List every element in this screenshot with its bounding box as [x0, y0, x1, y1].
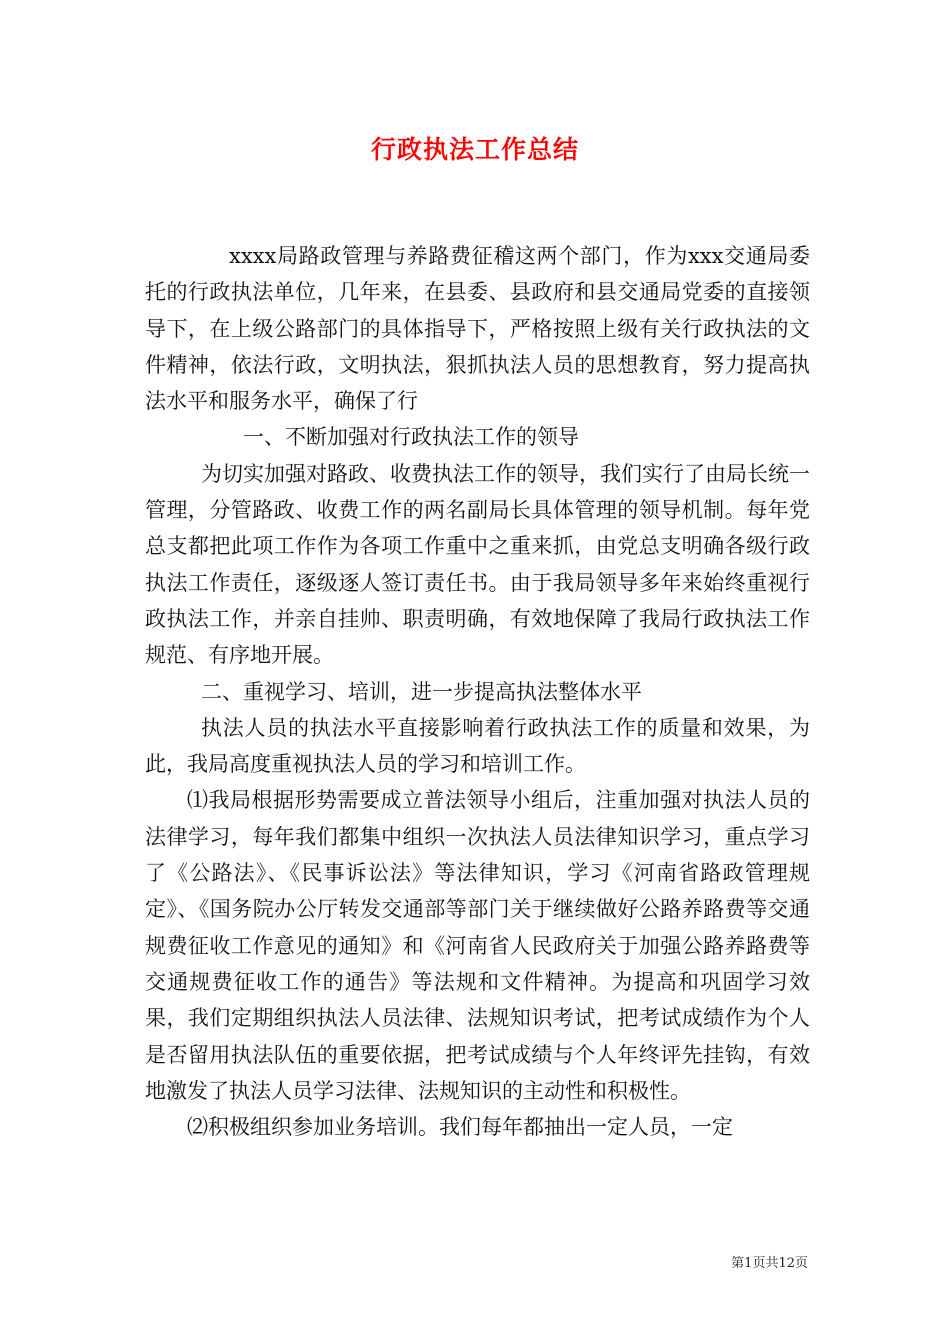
document-title: 行政执法工作总结: [370, 135, 579, 164]
section-heading-1: 一、不断加强对行政执法工作的领导: [243, 425, 579, 450]
paragraph-item-1: ⑴我局根据形势需要成立普法领导小组后，注重加强对执法人员的法律学习，每年我们都集中组织一次执法人员法律知识学习，重点学习了《公路法》、《民事诉讼法》等法律知识，学习《河南省路政管理规定》、《国务院办公厅转发交通部等部门关于继续做好公路养路费等交通规费征收工作意见的通知》和《河南省人民政府关于加强公路养路费等交通规费征收工作的通告》等法规和文件精神。为提高和巩固学习效果，我们定期组织执法人员法律、法规知识考试，把考试成绩作为个人是否留用执法队伍的重要依据，把考试成绩与个人年终评先挂钩，有效地激发了执法人员学习法律、法规知识的主动性和积极性。: [145, 788, 810, 1103]
page-number-footer: 第1页共12页: [731, 1256, 808, 1271]
paragraph-intro: xxxx局路政管理与养路费征稽这两个部门，作为xxx交通局委托的行政执法单位，几年来，在县委、县政府和县交通局党委的直接领导下，在上级公路部门的具体指导下，严格按照上级有关行政执法的文件精神，依法行政，文明执法，狠抓执法人员的思想教育，努力提高执法水平和服务水平，确保了行: [145, 244, 810, 414]
document-body: [145, 238, 810, 1145]
paragraph-training-intro: 执法人员的执法水平直接影响着行政执法工作的质量和效果，为此，我局高度重视执法人员的学习和培训工作。: [145, 715, 810, 777]
paragraph-leadership: 为切实加强对路政、收费执法工作的领导，我们实行了由局长统一管理，分管路政、收费工作的两名副局长具体管理的领导机制。每年党总支都把此项工作作为各项工作重中之重来抓，由党总支明确各级行政执法工作责任，逐级逐人签订责任书。由于我局领导多年来始终重视行政执法工作，并亲自挂帅、职责明确，有效地保障了我局行政执法工作规范、有序地开展。: [145, 461, 810, 668]
section-heading-2: 二、重视学习、培训，进一步提高执法整体水平: [201, 679, 642, 704]
paragraph-item-2: ⑵积极组织参加业务培训。我们每年都抽出一定人员，一定: [187, 1115, 733, 1140]
